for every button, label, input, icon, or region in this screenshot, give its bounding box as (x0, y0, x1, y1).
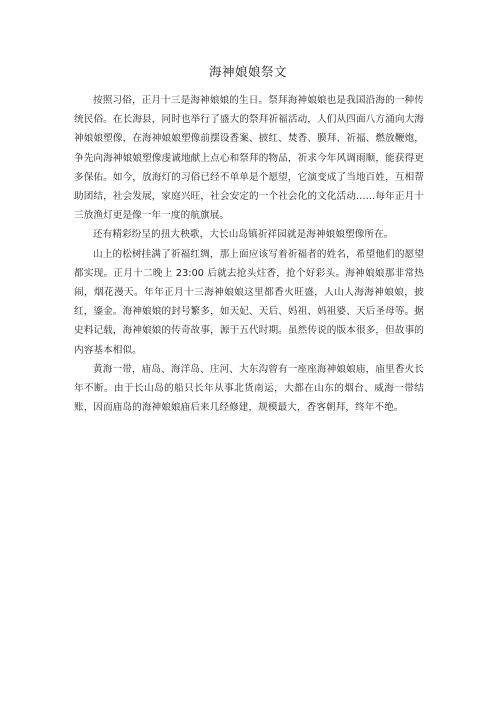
document-title: 海神娘娘祭文 (208, 64, 287, 79)
paragraph-1: 按照习俗，正月十三是海神娘娘的生日。祭拜海神娘娘也是我国沿海的一种传统民俗。在长海县，同时也举行了盛大的祭拜祈福活动，人们从四面八方涌向大海神娘娘塑像，在海神娘娘塑像前摆设香案、披红、焚香、膜拜、祈福、燃放鞭炮，争先向海神娘娘塑像虔诚地献上点心和祭拜的物品，祈求今年风调雨顺，能获得更多保佑。如今，放海灯的习俗已经不单单是个愿望，它演变成了当地百姓，互相帮助团结，社会发展，家庭兴旺，社会安定的一个社会化的文化活动……每年正月十三放渔灯更是像一年一度的航旗展。 (74, 95, 424, 222)
document-body (74, 91, 424, 417)
paragraph-4: 黄海一带，庙岛、海洋岛、庄河、大东沟曾有一座座海神娘娘庙，庙里香火长年不断。由于长山岛的船只长年从事北货南运，大都在山东的烟台、威海一带结账，因而庙岛的海神娘娘庙后来几经修建，规模最大，香客朝拜，终年不绝。 (74, 363, 424, 414)
paragraph-2: 还有精彩纷呈的扭大秧歌，大长山岛镇祈祥园就是海神娘娘塑像所在。 (93, 229, 394, 241)
paragraph-3: 山上的松树挂满了祈福红绸，那上面应该写着祈福者的姓名，希望他们的愿望都实现。正月十二晚上 23:00 后就去抢头炷香，抢个好彩头。海神娘娘那非常热闹，烟花漫天。年年正月十三海神娘娘这里都香火旺盛，人山人海海神娘娘，披红，鎏金。海神娘娘的封号繁多，如天妃、天后、妈祖、妈祖婆、天后圣母等。据史料记载，海神娘娘的传奇故事，源于五代时期。虽然传说的版本很多，但故事的内容基本相似。 (74, 248, 424, 356)
